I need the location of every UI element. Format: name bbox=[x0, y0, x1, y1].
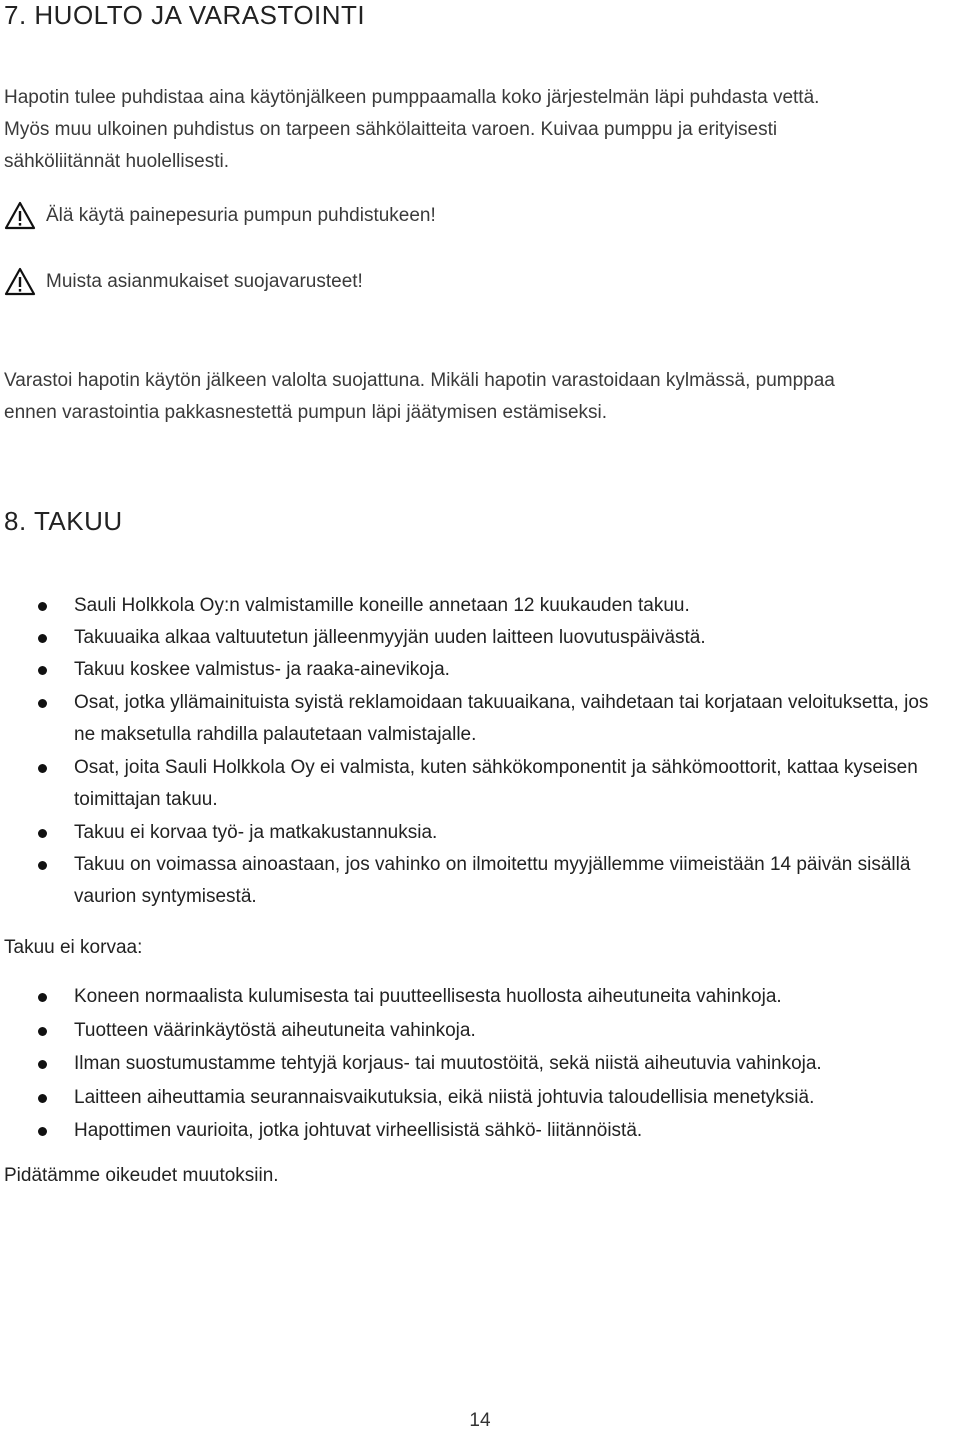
not-covered-list bbox=[0, 981, 960, 1149]
warning-triangle-icon bbox=[4, 201, 36, 231]
warning-pressure-washer-text: Älä käytä painepesuria pumpun puhdistukeen! bbox=[46, 205, 436, 226]
warning-protective-gear bbox=[4, 262, 363, 302]
section-7-heading: 7. HUOLTO JA VARASTOINTI bbox=[4, 0, 366, 30]
not-covered-label: Takuu ei korvaa: bbox=[4, 937, 143, 958]
list-item-text: Osat, joita Sauli Holkkola Oy ei valmista, kuten sähkökomponentit ja sähkömoottorit, kattaa kyseisen toimittajan takuu. bbox=[74, 757, 918, 810]
list-item bbox=[0, 1048, 960, 1080]
bullet-icon bbox=[38, 602, 47, 611]
list-item bbox=[0, 687, 960, 751]
list-item-text: Takuu on voimassa ainoastaan, jos vahinko on ilmoitettu myyjällemme viimeistään 14 päivän sisällä vaurion syntymisestä. bbox=[74, 854, 911, 907]
bullet-icon bbox=[38, 1060, 47, 1069]
list-item-text: Hapottimen vaurioita, jotka johtuvat virheellisistä sähkö- liitännöistä. bbox=[74, 1120, 643, 1141]
bullet-icon bbox=[38, 1127, 47, 1136]
list-item-text: Ilman suostumustamme tehtyjä korjaus- tai muutostöitä, sekä niistä aiheutuvia vahinkoja. bbox=[74, 1053, 822, 1074]
list-item bbox=[0, 590, 960, 622]
warning-protective-gear-text: Muista asianmukaiset suojavarusteet! bbox=[46, 271, 363, 292]
bullet-icon bbox=[38, 1027, 47, 1036]
list-item-text: Takuu koskee valmistus- ja raaka-ainevikoja. bbox=[74, 659, 450, 680]
list-item bbox=[0, 1115, 960, 1147]
bullet-icon bbox=[38, 634, 47, 643]
list-item-text: Takuuaika alkaa valtuutetun jälleenmyyjän uuden laitteen luovutuspäivästä. bbox=[74, 627, 706, 648]
maintenance-line-2: Myös muu ulkoinen puhdistus on tarpeen sähkölaitteita varoen. Kuivaa pumppu ja erityisesti bbox=[4, 119, 778, 140]
bullet-icon bbox=[38, 993, 47, 1002]
list-item-text: Koneen normaalista kulumisesta tai puutteellisesta huollosta aiheutuneita vahinkoja. bbox=[74, 986, 782, 1007]
bullet-icon bbox=[38, 666, 47, 675]
list-item-text: Takuu ei korvaa työ- ja matkakustannuksia. bbox=[74, 822, 438, 843]
bullet-icon bbox=[38, 699, 47, 708]
list-item bbox=[0, 654, 960, 686]
list-item bbox=[0, 981, 960, 1013]
warning-pressure-washer bbox=[4, 196, 436, 236]
list-item-text: Tuotteen väärinkäytöstä aiheutuneita vahinkoja. bbox=[74, 1019, 476, 1041]
section-8-heading: 8. TAKUU bbox=[4, 506, 123, 536]
list-item bbox=[0, 849, 960, 913]
list-item bbox=[0, 622, 960, 654]
bullet-icon bbox=[38, 861, 47, 870]
warranty-terms-list bbox=[0, 590, 960, 913]
list-item bbox=[0, 1015, 960, 1047]
closing-note: Pidätämme oikeudet muutoksiin. bbox=[4, 1165, 279, 1186]
warning-triangle-icon bbox=[4, 267, 36, 297]
maintenance-paragraph bbox=[4, 82, 960, 178]
list-item bbox=[0, 817, 960, 849]
storage-paragraph bbox=[4, 365, 960, 429]
list-item-text: Osat, jotka yllämainituista syistä reklamoidaan takuuaikana, vaihdetaan tai korjataan veloituksetta, jos ne maksetulla rahdilla palautetaan valmistajalle. bbox=[74, 692, 929, 745]
list-item bbox=[0, 1082, 960, 1114]
list-item bbox=[0, 752, 960, 816]
bullet-icon bbox=[38, 1094, 47, 1103]
storage-line-2: ennen varastointia pakkasnestettä pumpun läpi jäätymisen estämiseksi. bbox=[4, 402, 608, 423]
bullet-icon bbox=[38, 764, 47, 773]
page-number: 14 bbox=[469, 1410, 491, 1431]
list-item-text: Laitteen aiheuttamia seurannaisvaikutuksia, eikä niistä johtuvia taloudellisia menetyksiä. bbox=[74, 1086, 815, 1108]
list-item-text: Sauli Holkkola Oy:n valmistamille koneille annetaan 12 kuukauden takuu. bbox=[74, 595, 690, 616]
maintenance-line-3: sähköliitännät huolellisesti. bbox=[4, 151, 229, 172]
maintenance-line-1: Hapotin tulee puhdistaa aina käytönjälkeen pumppaamalla koko järjestelmän läpi puhdasta vettä. bbox=[4, 87, 820, 108]
bullet-icon bbox=[38, 829, 47, 838]
storage-line-1: Varastoi hapotin käytön jälkeen valolta suojattuna. Mikäli hapotin varastoidaan kylmässä, pumppaa bbox=[4, 370, 835, 391]
